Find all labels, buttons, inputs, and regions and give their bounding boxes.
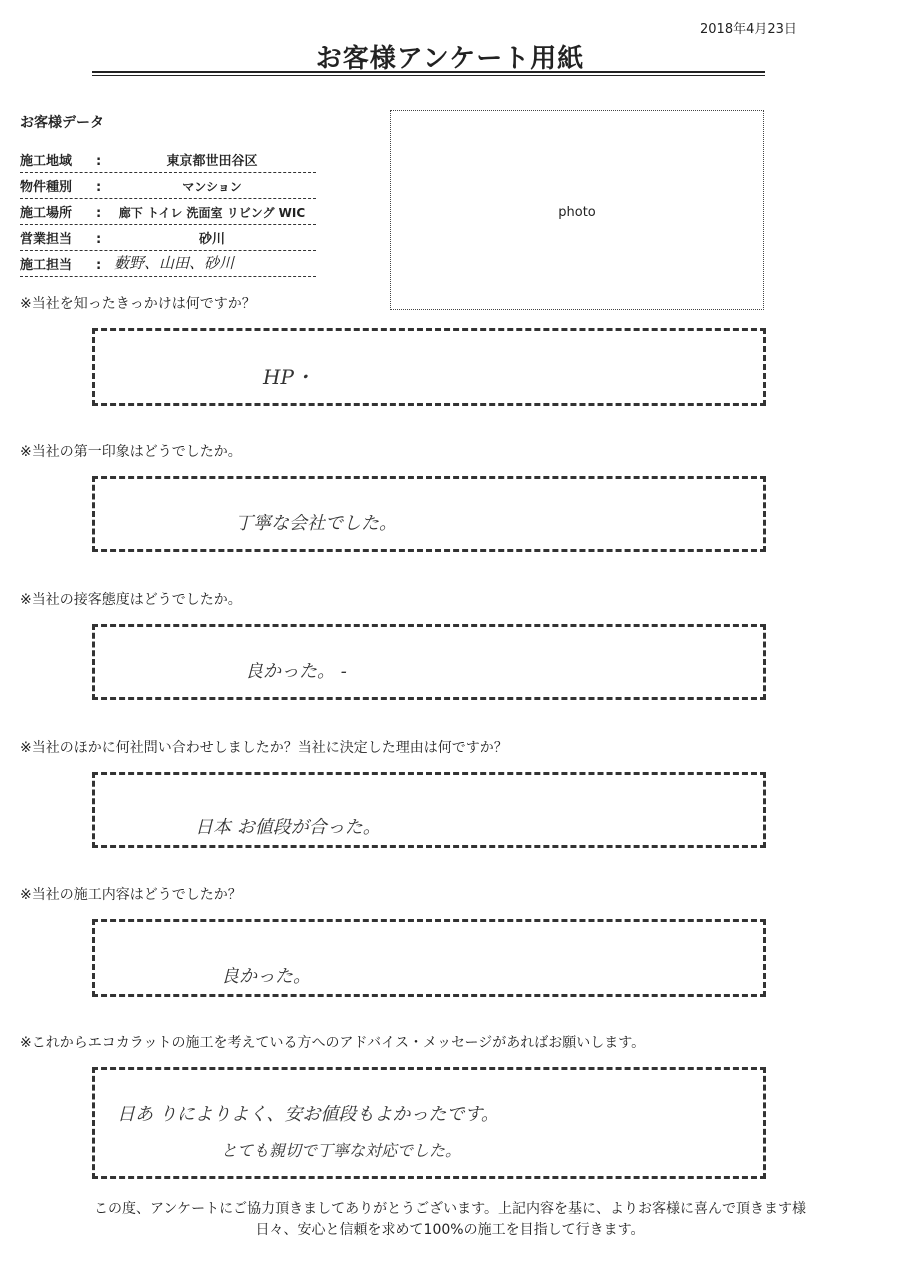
footer-line-2: 日々、安心と信頼を求めて100%の施工を目指して行きます。	[255, 1222, 645, 1238]
question-2: ※当社の第一印象はどうでしたか。	[20, 444, 242, 460]
row-separator: :	[96, 232, 102, 247]
question-4: ※当社のほかに何社問い合わせしましたか？当社に決定した理由は何ですか？	[20, 740, 508, 756]
answer-box-6	[92, 1067, 766, 1179]
answer-box-2	[92, 476, 766, 552]
photo-box	[390, 110, 764, 310]
customer-data-table	[20, 147, 316, 277]
footer-line-1: この度、アンケートにご協力頂きましてありがとうございます。上記内容を基に、よりお客様に喜んで頂きます様	[93, 1201, 807, 1217]
photo-label: photo	[558, 205, 596, 220]
row-separator: :	[96, 206, 102, 221]
data-row-installer	[20, 251, 316, 277]
answer-box-1	[92, 328, 766, 406]
row-label: 施工担当	[20, 258, 73, 273]
customer-data-heading: お客様データ	[20, 115, 104, 131]
row-label: 物件種別	[20, 180, 73, 195]
data-row-location	[20, 199, 316, 225]
answer-1: HP・	[263, 365, 314, 389]
answer-6-line-1: 日あ りによりよく、安お値段もよかったです。	[117, 1104, 499, 1125]
question-3: ※当社の接客態度はどうでしたか。	[20, 592, 242, 608]
row-value: 藪野、山田、砂川	[114, 254, 235, 272]
answer-box-5	[92, 919, 766, 997]
row-label: 営業担当	[20, 232, 73, 247]
page-title: お客様アンケート用紙	[315, 44, 585, 74]
title-rule	[92, 75, 765, 76]
row-separator: :	[96, 180, 102, 195]
row-value: マンション	[182, 180, 242, 194]
answer-2: 丁寧な会社でした。	[235, 513, 397, 534]
answer-4: 日本 お値段が合った。	[195, 817, 381, 838]
answer-3: 良かった。 -	[245, 661, 347, 682]
answer-box-4	[92, 772, 766, 848]
row-value: 廊下 トイレ 洗面室 リビング WIC	[118, 206, 306, 220]
question-5: ※当社の施工内容はどうでしたか？	[20, 887, 242, 903]
title-rule	[92, 71, 765, 73]
question-1: ※当社を知ったきっかけは何ですか？	[20, 296, 256, 312]
data-row-property-type	[20, 173, 316, 199]
row-label: 施工地域	[20, 154, 73, 169]
row-value: 砂川	[198, 232, 225, 247]
question-6: ※これからエコカラットの施工を考えている方へのアドバイス・メッセージがあればお願いします。	[20, 1035, 646, 1051]
row-separator: :	[96, 258, 102, 273]
answer-6-line-2: とても親切で丁寧な対応でした。	[221, 1141, 462, 1160]
date: 2018年4月23日	[700, 22, 797, 37]
data-row-area	[20, 147, 316, 173]
answer-box-3	[92, 624, 766, 700]
row-label: 施工場所	[20, 206, 73, 221]
answer-5: 良かった。	[221, 966, 311, 987]
row-value: 東京都世田谷区	[166, 154, 258, 169]
row-separator: :	[96, 154, 102, 169]
data-row-sales-rep	[20, 225, 316, 251]
